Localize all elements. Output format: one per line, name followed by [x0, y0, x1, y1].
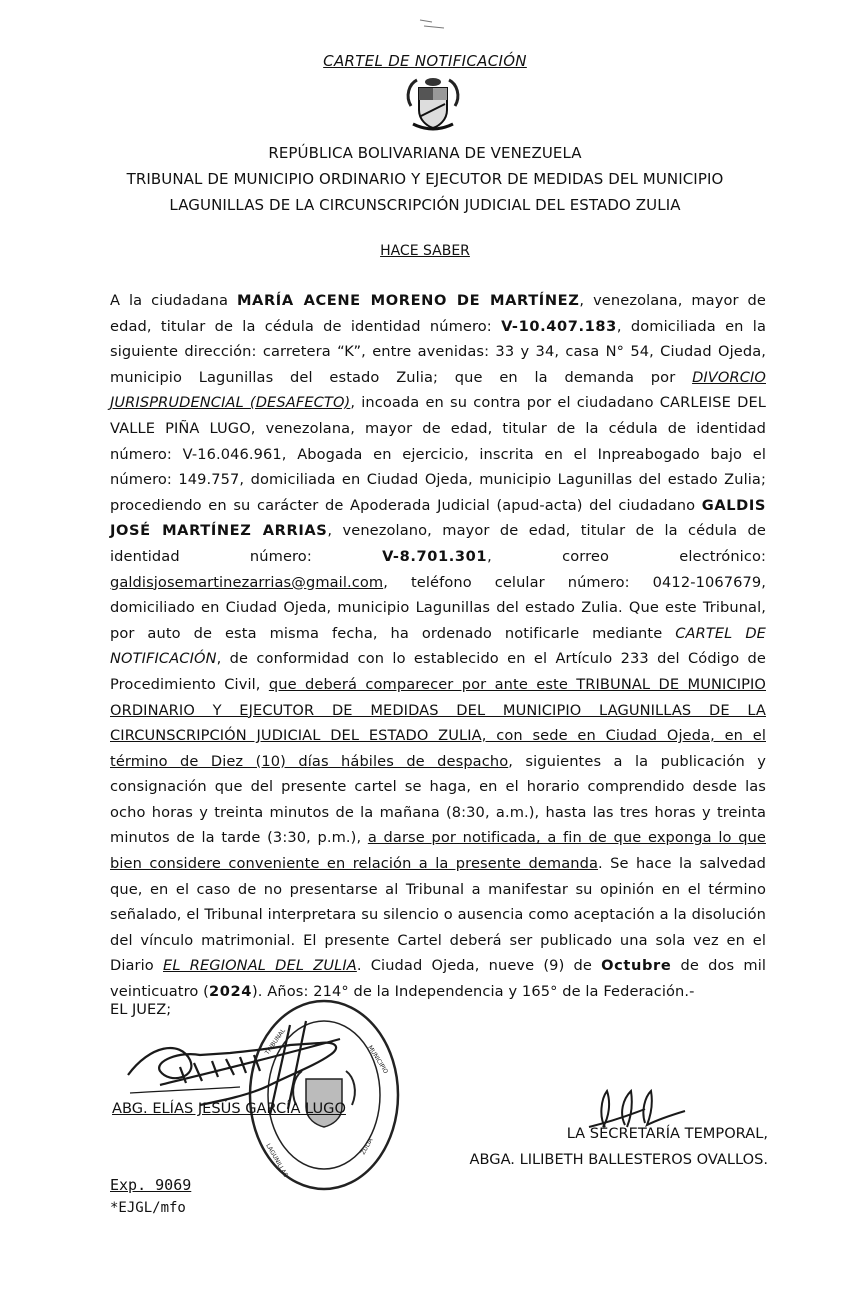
- body-text: de dos mil veinticuatro (: [110, 957, 767, 1001]
- svg-text:MUNICIPIO: MUNICIPIO: [366, 1044, 390, 1076]
- body-text: , correo electrónico:: [487, 547, 766, 565]
- judge-name: ABG. ELÍAS JESÚS GARCÍA LUGO: [112, 1100, 346, 1117]
- pen-mark: [418, 16, 448, 30]
- notification-body: [110, 288, 766, 1005]
- header-republic: REPÚBLICA BOLIVARIANA DE VENEZUELA: [268, 144, 582, 162]
- header-jurisdiction: LAGUNILLAS DE LA CIRCUNSCRIPCIÓN JUDICIAL DEL ESTADO ZULIA: [169, 196, 681, 214]
- case-file-number: Exp. 9069: [110, 1176, 192, 1194]
- email-address: galdisjosemartinezarrias@gmail.com: [110, 573, 384, 591]
- body-text: , incoada en su contra por el ciudadano CARLEISE DEL VALLE PIÑA LUGO, venezolana, mayor de edad, titular de la cédula de identidad número: V-16.046.961, Abogada en ejercicio, inscrita en el Inpreabogado bajo el número: 149.757, domiciliada en Ciudad Ojeda, municipio Lagunillas del estado Zulia; procediendo en su carácter de Apoderada Judicial (apud-acta) del ciudadano: [110, 394, 767, 514]
- body-text: , venezolano, mayor de edad, titular de la cédula de identidad número:: [110, 522, 767, 565]
- judge-label: EL JUEZ;: [110, 1001, 172, 1018]
- appearance-order: que deberá comparecer por ante este TRIBUNAL DE MUNICIPIO ORDINARIO Y EJECUTOR DE MEDIDAS DEL MUNICIPIO LAGUNILLAS DE LA CIRCUNSCRIPCIÓN JUDICIAL DEL ESTADO ZULIA, con sede en Ciudad Ojeda, en el término de Diez (10) días hábiles de despacho: [110, 675, 766, 770]
- svg-text:ZULIA: ZULIA: [359, 1137, 375, 1156]
- body-text: ). Años: 214° de la Independencia y 165° de la Federación.-: [252, 983, 695, 1001]
- coat-of-arms-icon: [403, 76, 463, 132]
- svg-text:TRIBUNAL: TRIBUNAL: [263, 1027, 287, 1057]
- secretary-name: ABGA. LILIBETH BALLESTEROS OVALLOS.: [469, 1151, 768, 1168]
- defendant-name: MARÍA ACENE MORENO DE MARTÍNEZ: [236, 292, 580, 309]
- header-tribunal: TRIBUNAL DE MUNICIPIO ORDINARIO Y EJECUTOR DE MEDIDAS DEL MUNICIPIO: [126, 170, 724, 188]
- body-text: . Se hace la salvedad que, en el caso de no presentarse al Tribunal a manifestar su opinión en el término señalado, el Tribunal interpretara su silencio o ausencia como aceptación a la disolución del vínculo matrimonial. El presente Cartel deberá ser publicado una sola vez en el Diario: [110, 855, 767, 975]
- case-type: DIVORCIO JURISPRUDENCIAL (DESAFECTO): [110, 368, 766, 412]
- typist-initials: *EJGL/mfo: [110, 1200, 186, 1216]
- year: 2024: [208, 983, 253, 1001]
- body-text: . Ciudad Ojeda, nueve (9) de: [356, 957, 602, 975]
- body-text: , domiciliada en la siguiente dirección: carretera “K”, entre avenidas: 33 y 34, casa N° 54, Ciudad Ojeda, municipio Lagunillas del estado Zulia; que en la demanda por: [110, 317, 766, 386]
- body-text: A la ciudadana: [110, 292, 237, 309]
- svg-text:LAGUNILLAS: LAGUNILLAS: [264, 1142, 290, 1179]
- newspaper-name: EL REGIONAL DEL ZULIA: [163, 957, 357, 975]
- secretary-role: LA SECRETARÍA TEMPORAL,: [566, 1125, 768, 1142]
- hace-saber-heading: HACE SABER: [380, 243, 470, 259]
- document-title: CARTEL DE NOTIFICACIÓN: [323, 52, 527, 70]
- body-text: , teléfono celular número: 0412-1067679, domiciliado en Ciudad Ojeda, municipio Lagunillas del estado Zulia. Que este Tribunal, por auto de esta misma fecha, ha ordenado notificarle mediante: [110, 573, 766, 642]
- notification-purpose: a darse por notificada, a fin de que exponga lo que bien considere conveniente en relación a la presente demanda: [110, 829, 766, 873]
- plaintiff-id: V-8.701.301: [382, 547, 488, 565]
- body-text: , siguientes a la publicación y consignación que del presente cartel se haga, en el horario comprendido desde las ocho horas y treinta minutos de la mañana (8:30, a.m.), hasta las tres horas y treinta minutos de la tarde (3:30, p.m.),: [110, 752, 766, 847]
- month: Octubre: [601, 957, 672, 975]
- body-text: , de conformidad con lo establecido en el Artículo 233 del Código de Procedimiento Civil,: [110, 650, 766, 693]
- cartel-reference: CARTEL DE NOTIFICACIÓN: [110, 624, 767, 668]
- body-text: , venezolana, mayor de edad, titular de la cédula de identidad número:: [110, 292, 766, 335]
- plaintiff-name: GALDIS JOSÉ MARTÍNEZ ARRIAS: [110, 496, 766, 540]
- defendant-id: V-10.407.183: [501, 317, 617, 335]
